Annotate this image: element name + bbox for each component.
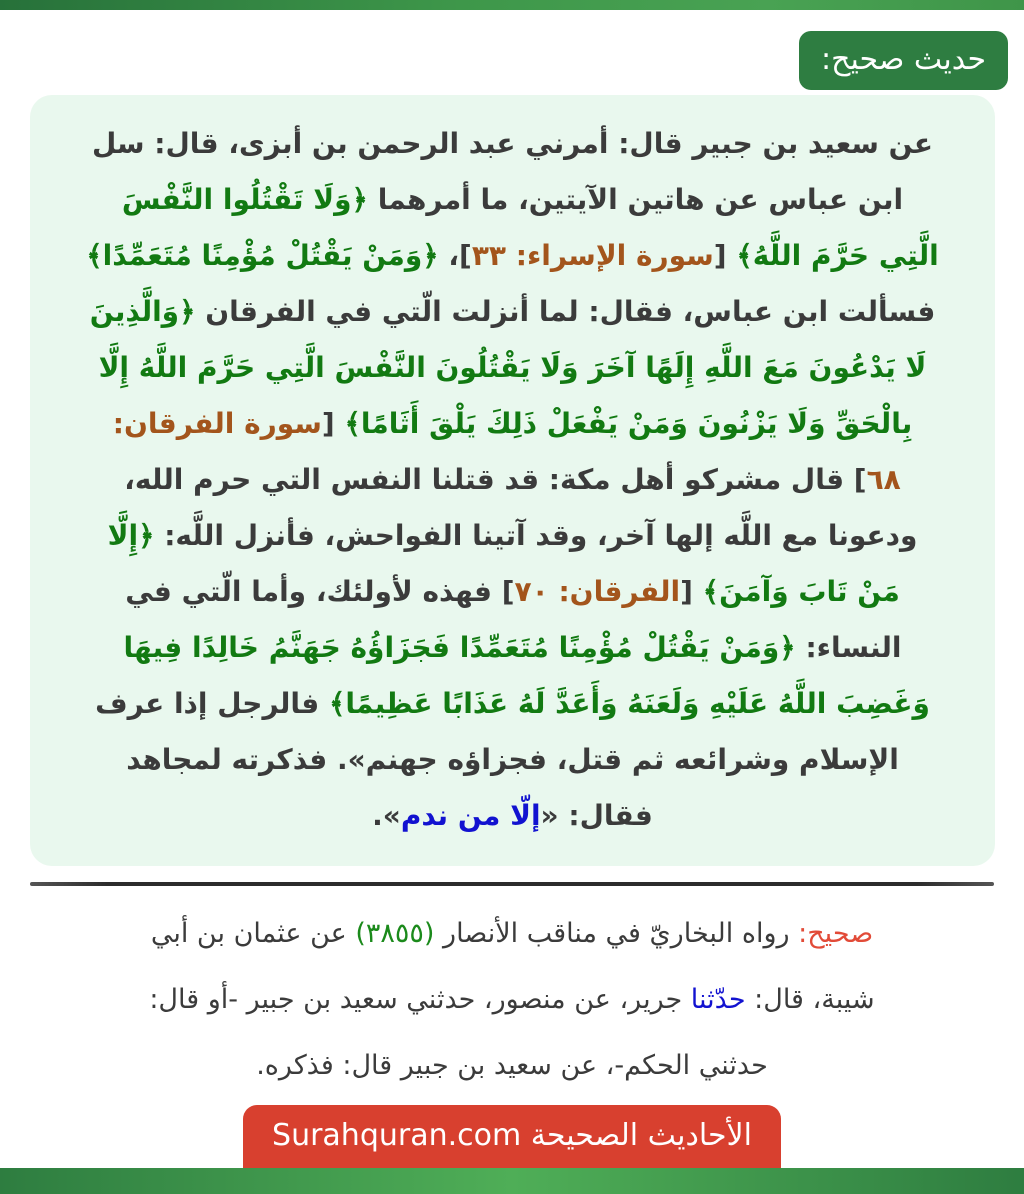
top-gradient-bar: [0, 0, 1024, 10]
text-segment-quran: ﴿وَلَا تَقْتُلُوا النَّفْسَ: [121, 183, 368, 216]
text-segment-dark: عن عثمان بن أبي: [150, 918, 356, 949]
takhrij-text-line: [18, 967, 1006, 1033]
takhrij-paragraph: [18, 901, 1006, 1099]
text-segment-ref: سورة الإسراء: ٣٣: [471, 239, 714, 272]
text-segment-dark: ودعونا مع اللَّه إلها آخر، وقد آتينا الفواحش، فأنزل اللَّه:: [154, 519, 918, 552]
text-segment-quran: وَغَضِبَ اللَّهُ عَلَيْهِ وَلَعَنَهُ وَأَعَدَّ لَهُ عَذَابًا عَظِيمًا﴾: [328, 687, 930, 720]
hadith-text-line: [44, 508, 981, 564]
bottom-gradient-bar: [0, 1168, 1024, 1194]
text-segment-quran: الَّتِي حَرَّمَ اللَّهُ﴾: [736, 239, 939, 272]
hadith-text-line: [44, 564, 981, 620]
hadith-text-line: [44, 676, 981, 732]
text-segment-quran: بِالْحَقِّ وَلَا يَزْنُونَ وَمَنْ يَفْعَلْ ذَلِكَ يَلْقَ أَثَامًا﴾: [344, 407, 913, 440]
text-segment-dark: رواه البخاريّ في مناقب الأنصار: [434, 918, 799, 949]
text-segment-green: (٣٨٥٥): [355, 918, 435, 949]
takhrij-text-line: [18, 901, 1006, 967]
hadith-text-line: [44, 396, 981, 452]
text-segment-quran: مَنْ تَابَ وَآمَنَ﴾: [702, 575, 900, 608]
text-segment-dark: ».: [372, 799, 401, 832]
text-segment-red: صحيح:: [798, 918, 874, 949]
text-segment-dark: ] قال مشركو أهل مكة: قد قتلنا النفس التي حرم الله،: [124, 463, 867, 496]
hadith-text-line: [44, 732, 981, 788]
text-segment-quran: ﴿وَالَّذِينَ: [89, 295, 196, 328]
hadith-type-badge: حديث صحيح:: [799, 31, 1008, 90]
takhrij-text-line: [18, 1033, 1006, 1099]
divider-line: [30, 882, 994, 886]
text-segment-dark: ] فهذه لأولئك، وأما الّتي في: [125, 575, 515, 608]
hadith-text-line: [44, 172, 981, 228]
text-segment-dark: فالرجل إذا عرف: [95, 687, 329, 720]
text-segment-dark: النساء:: [795, 631, 902, 664]
hadith-text-line: [44, 788, 981, 844]
hadith-text-line: [44, 620, 981, 676]
hadith-card: [30, 95, 995, 866]
text-segment-ref: ٦٨: [866, 463, 901, 496]
text-segment-dark: جرير، عن منصور، حدثني سعيد بن جبير -أو قال:: [149, 984, 691, 1015]
site-banner[interactable]: [243, 1105, 781, 1168]
text-segment-dark: الإسلام وشرائعه ثم قتل، فجزاؤه جهنم». فذكرته لمجاهد: [126, 743, 899, 776]
hadith-text-line: [44, 228, 981, 284]
text-segment-dark: [: [713, 239, 737, 272]
hadith-text-line: [44, 452, 981, 508]
text-segment-quran: ﴿وَمَنْ يَقْتُلْ مُؤْمِنًا مُتَعَمِّدًا فَجَزَاؤُهُ جَهَنَّمُ خَالِدًا فِيهَا: [123, 631, 796, 664]
hadith-text-line: [44, 340, 981, 396]
text-segment-dark: ابن عباس عن هاتين الآيتين، ما أمرهما: [367, 183, 904, 216]
text-segment-quran: لَا يَدْعُونَ مَعَ اللَّهِ إِلَهًا آخَرَ وَلَا يَقْتُلُونَ النَّفْسَ الَّتِي حَرَّمَ اللَّهُ إِلَّا: [98, 351, 927, 384]
hadith-text-line: [44, 116, 981, 172]
text-segment-quran: ﴿إِلَّا: [107, 519, 155, 552]
text-segment-ref: سورة الفرقان:: [112, 407, 322, 440]
text-segment-dark: حدثني الحكم-، عن سعيد بن جبير قال: فذكره.: [256, 1050, 768, 1081]
text-segment-dark: شيبة، قال:: [745, 984, 875, 1015]
text-segment-dark: [: [321, 407, 345, 440]
text-segment-blue: حدّثنا: [690, 984, 746, 1015]
text-segment-dark: [: [680, 575, 703, 608]
text-segment-ref: الفرقان: ٧٠: [514, 575, 681, 608]
text-segment-dark: ]،: [438, 239, 472, 272]
text-segment-quran: ﴿وَمَنْ يَقْتُلْ مُؤْمِنًا مُتَعَمِّدًا﴾: [86, 239, 439, 272]
text-segment-dark: فقال: «: [540, 799, 653, 832]
hadith-text-line: [44, 284, 981, 340]
site-banner-label: الأحاديث الصحيحة Surahquran.com: [272, 1118, 752, 1153]
text-segment-dark: فسألت ابن عباس، فقال: لما أنزلت الّتي في الفرقان: [195, 295, 936, 328]
text-segment-blue: إلّا من ندم: [400, 799, 541, 832]
text-segment-dark: عن سعيد بن جبير قال: أمرني عبد الرحمن بن أبزى، قال: سل: [91, 127, 933, 160]
